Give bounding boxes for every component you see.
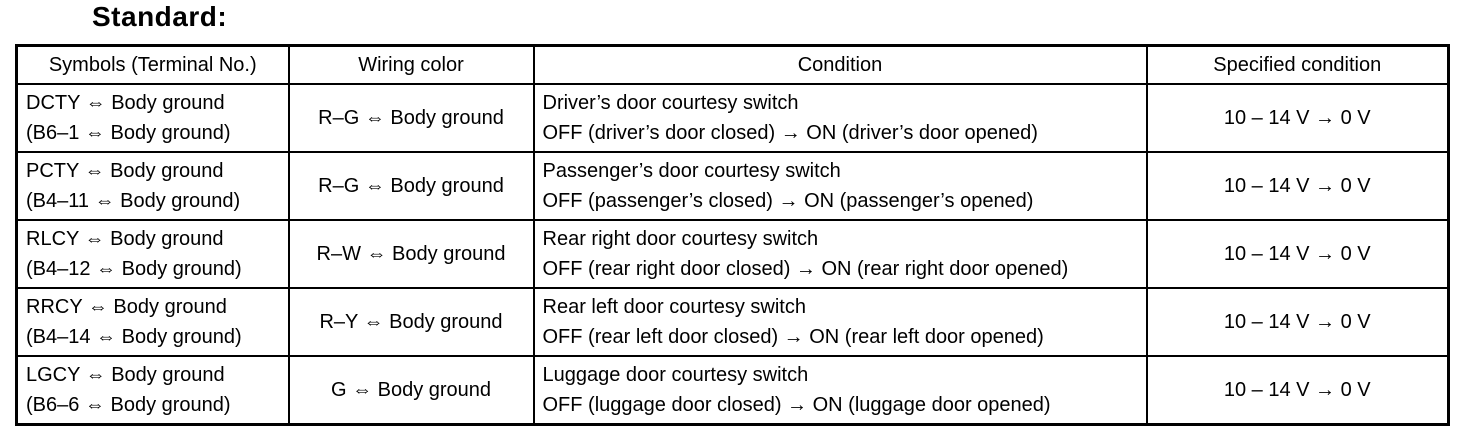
terminal-text: (B6–1 ⇔ Body ground) bbox=[26, 122, 231, 144]
condition-title: Passenger’s door courtesy switch bbox=[542, 160, 841, 182]
wiring-color-cell: R–G ⇔ Body ground bbox=[289, 152, 534, 220]
specified-condition-cell: 10 – 14 V → 0 V bbox=[1147, 152, 1449, 220]
condition-cell bbox=[534, 152, 1147, 220]
condition-detail: OFF (luggage door closed) → ON (luggage door opened) bbox=[542, 394, 1051, 416]
condition-detail: OFF (rear left door closed) → ON (rear left door opened) bbox=[542, 326, 1044, 348]
specified-condition-cell: 10 – 14 V → 0 V bbox=[1147, 84, 1449, 152]
symbol-text: PCTY ⇔ Body ground bbox=[26, 160, 224, 182]
symbol-cell bbox=[17, 152, 289, 220]
header-specified-condition: Specified condition bbox=[1147, 46, 1449, 85]
specified-condition-cell: 10 – 14 V → 0 V bbox=[1147, 288, 1449, 356]
header-symbols: Symbols (Terminal No.) bbox=[17, 46, 289, 85]
condition-cell bbox=[534, 288, 1147, 356]
table-row bbox=[17, 220, 1449, 288]
terminal-text: (B4–11 ⇔ Body ground) bbox=[26, 190, 241, 212]
condition-cell bbox=[534, 84, 1147, 152]
symbol-cell bbox=[17, 84, 289, 152]
symbol-text: LGCY ⇔ Body ground bbox=[26, 364, 225, 386]
terminal-text: (B4–12 ⇔ Body ground) bbox=[26, 258, 242, 280]
condition-detail: OFF (driver’s door closed) → ON (driver’s door opened) bbox=[542, 122, 1038, 144]
condition-title: Rear right door courtesy switch bbox=[542, 228, 819, 250]
symbol-text: RRCY ⇔ Body ground bbox=[26, 296, 227, 318]
table-header-row bbox=[17, 46, 1449, 85]
wiring-color-cell: R–Y ⇔ Body ground bbox=[289, 288, 534, 356]
table-row bbox=[17, 288, 1449, 356]
condition-title: Driver’s door courtesy switch bbox=[542, 92, 799, 114]
terminal-text: (B4–14 ⇔ Body ground) bbox=[26, 326, 242, 348]
symbol-cell bbox=[17, 356, 289, 425]
header-wiring-color: Wiring color bbox=[289, 46, 534, 85]
symbol-text: DCTY ⇔ Body ground bbox=[26, 92, 225, 114]
table-row bbox=[17, 356, 1449, 425]
condition-title: Rear left door courtesy switch bbox=[542, 296, 806, 318]
table-row bbox=[17, 152, 1449, 220]
table-row bbox=[17, 84, 1449, 152]
condition-detail: OFF (passenger’s closed) → ON (passenger’s opened) bbox=[542, 190, 1034, 212]
page-heading: Standard: bbox=[92, 1, 228, 32]
condition-title: Luggage door courtesy switch bbox=[542, 364, 809, 386]
condition-cell bbox=[534, 356, 1147, 425]
condition-cell bbox=[534, 220, 1147, 288]
terminal-text: (B6–6 ⇔ Body ground) bbox=[26, 394, 231, 416]
symbol-cell bbox=[17, 220, 289, 288]
symbol-text: RLCY ⇔ Body ground bbox=[26, 228, 224, 250]
header-condition: Condition bbox=[534, 46, 1147, 85]
wiring-color-cell: R–G ⇔ Body ground bbox=[289, 84, 534, 152]
wiring-color-cell: R–W ⇔ Body ground bbox=[289, 220, 534, 288]
wiring-color-cell: G ⇔ Body ground bbox=[289, 356, 534, 425]
specified-condition-cell: 10 – 14 V → 0 V bbox=[1147, 220, 1449, 288]
symbol-cell bbox=[17, 288, 289, 356]
specified-condition-cell: 10 – 14 V → 0 V bbox=[1147, 356, 1449, 425]
standard-spec-table bbox=[15, 44, 1450, 426]
condition-detail: OFF (rear right door closed) → ON (rear right door opened) bbox=[542, 258, 1069, 280]
